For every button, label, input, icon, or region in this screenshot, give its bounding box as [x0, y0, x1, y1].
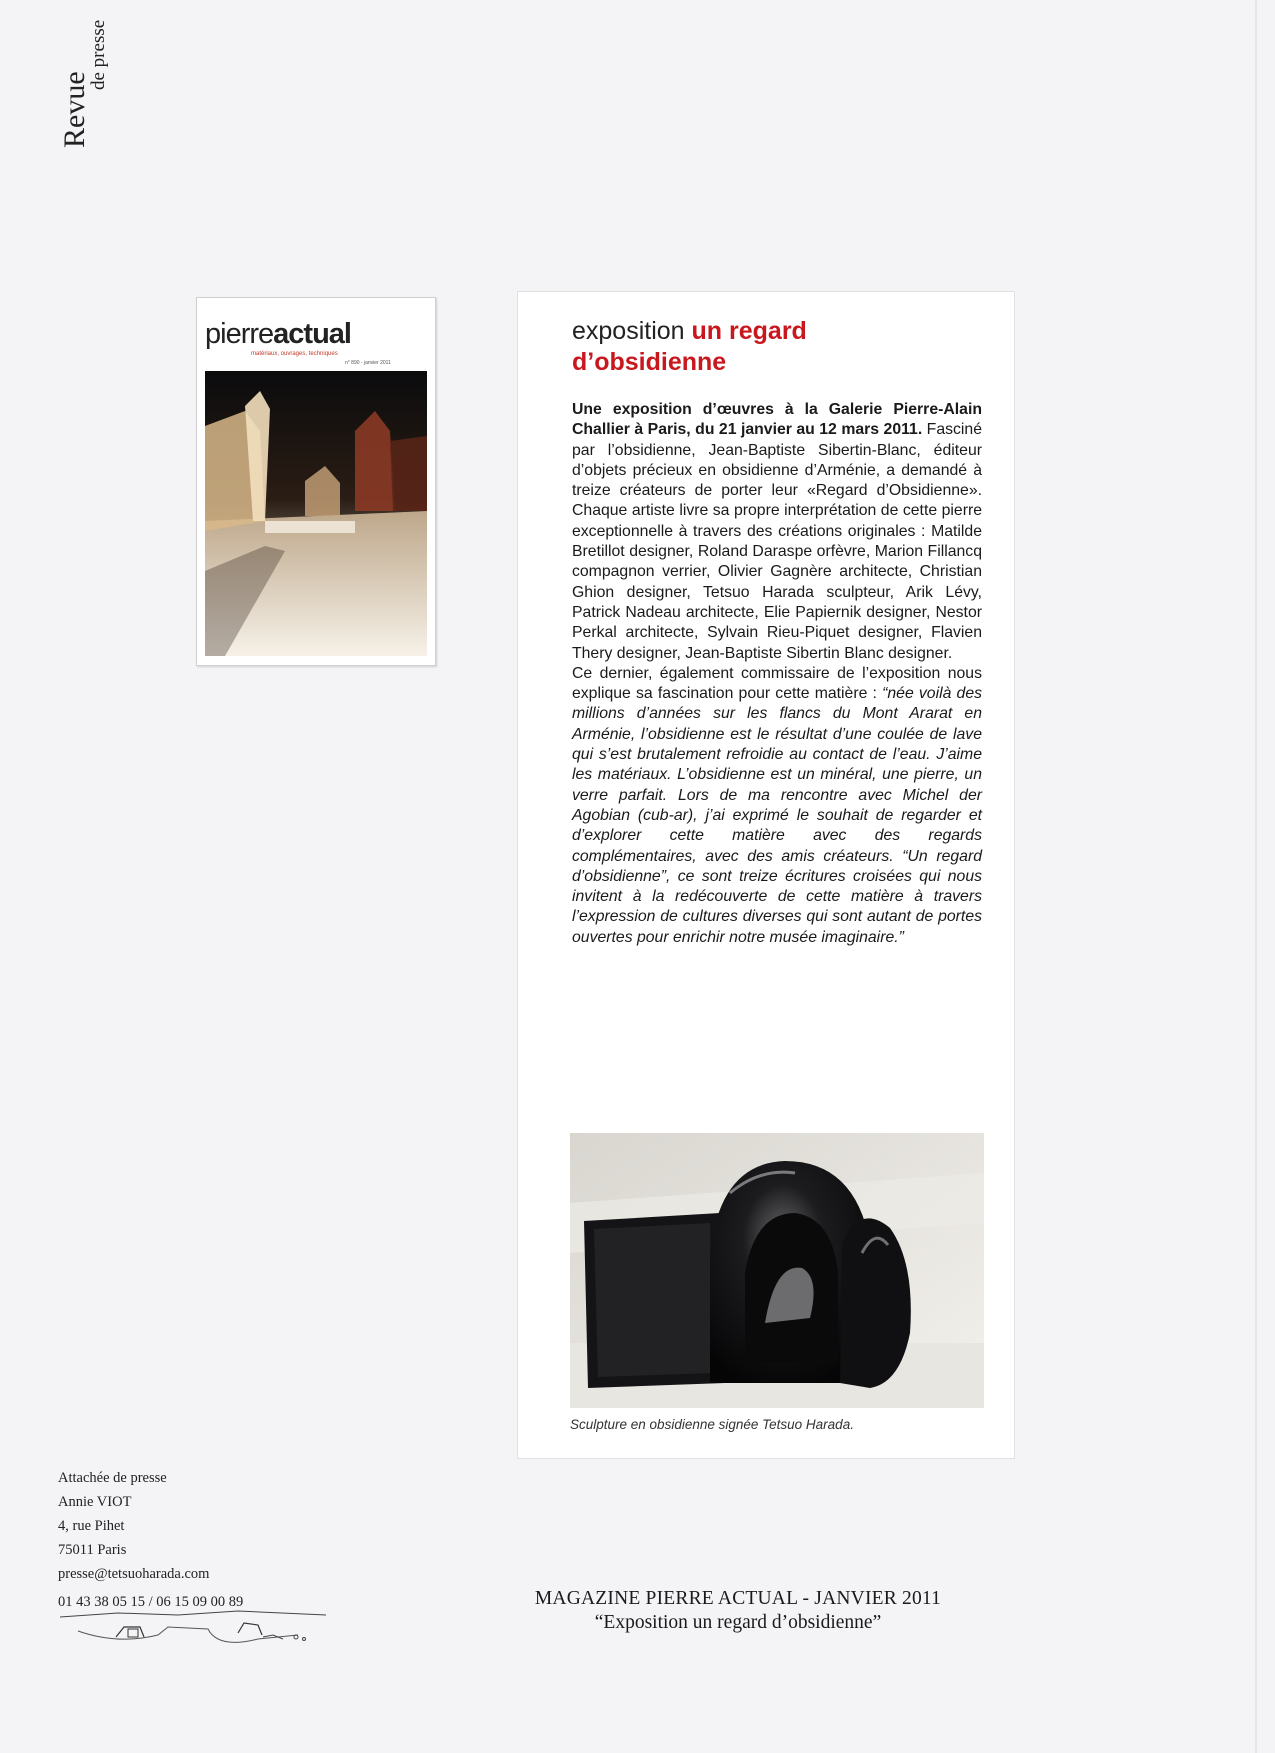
de-presse-label: de presse: [88, 19, 109, 90]
contact-role: Attachée de presse: [58, 1470, 167, 1486]
contact-name: Annie VIOT: [58, 1494, 132, 1510]
revue-label: Revue: [58, 71, 91, 148]
cover-photo: [205, 371, 427, 656]
footer-line-2: “Exposition un regard d’obsidienne”: [594, 1612, 882, 1633]
title-red-1: un regard: [691, 317, 807, 345]
article-title: [572, 316, 807, 378]
paragraph-2: [572, 664, 982, 948]
cover-masthead: [205, 318, 351, 351]
paragraph-1: [572, 400, 982, 664]
sculpture-photo: [570, 1133, 984, 1408]
title-red-2: d’obsidienne: [572, 348, 727, 376]
masthead-bold: actual: [273, 318, 351, 350]
contact-street: 4, rue Pihet: [58, 1518, 125, 1534]
photo-caption: Sculpture en obsidienne signée Tetsuo Harada.: [570, 1417, 854, 1432]
article-lead: Une exposition d’œuvres à la Galerie Pierre-Alain Challier à Paris, du 21 janvier au 12 mars 2011.: [572, 401, 982, 439]
cover-issue: n° 890 - janvier 2011: [345, 360, 391, 366]
contact-email[interactable]: presse@tetsuoharada.com: [58, 1566, 210, 1582]
clipping-source-footer: [458, 1588, 1018, 1634]
contact-phones: 01 43 38 05 15 / 06 15 09 00 89: [58, 1594, 244, 1610]
article-clipping: [517, 291, 1015, 1459]
paragraph-1-text: Fasciné par l’obsidienne, Jean-Baptiste Sibertin-Blanc, éditeur d’objets précieux en obsidienne d’Arménie, a demandé à treize créateurs de porter leur «Regard d’Obsidienne». Chaque artiste livre sa propre interprétation de cette pierre exceptionnelle à travers des créations originales : Matilde Bretillot designer, Roland Daraspe orfèvre, Marion Fillancq compagnon verrier, Olivier Gagnère architecte, Christian Ghion designer, Tetsuo Harada sculpteur, Arik Lévy, Patrick Nadeau architecte, Elie Papiernik designer, Nestor Perkal architecte, Sylvain Rieu-Piquet designer, Flavien Thery designer, Jean-Baptiste Sibertin Blanc designer.: [572, 421, 982, 662]
masthead-light: pierre: [205, 318, 274, 350]
paragraph-2-quote: “née voilà des millions d’années sur les flancs du Mont Ararat en Arménie, l’obsidienne est le résultat d’une coulée de lave qui s’est brutalement refroidie au contact de l’eau. J’aime les matériaux. L’obsidienne est un minéral, une pierre, un verre parfait. Lors de ma rencontre avec Michel der Agobian (cub-ar), j’ai exprimé le souhait de regarder et d’explorer cette matière avec des regards complémentaires, avec des amis créateurs. “Un regard d’obsidienne”, ce sont treize écritures croisées qui nous invitent à la redécouverte de cette matière à travers l’expression de cultures diverses qui sont autant de portes ouvertes pour enrichir notre musée imaginaire.”: [572, 685, 983, 946]
press-contact: [58, 1466, 243, 1614]
title-plain: exposition: [572, 317, 692, 345]
article-body: [572, 400, 982, 948]
revue-de-presse-header: [58, 20, 110, 148]
magazine-cover: [196, 297, 436, 666]
cover-tagline: matériaux, ouvrages, techniques: [251, 351, 338, 357]
contact-city: 75011 Paris: [58, 1542, 127, 1558]
landscape-sketch-icon: [58, 1605, 328, 1657]
page-edge: [1255, 0, 1257, 1753]
footer-line-1: MAGAZINE PIERRE ACTUAL - JANVIER 2011: [534, 1588, 942, 1609]
paragraph-2-intro: Ce dernier, également commissaire de l’exposition nous explique sa fascination pour cette matière :: [572, 664, 982, 703]
